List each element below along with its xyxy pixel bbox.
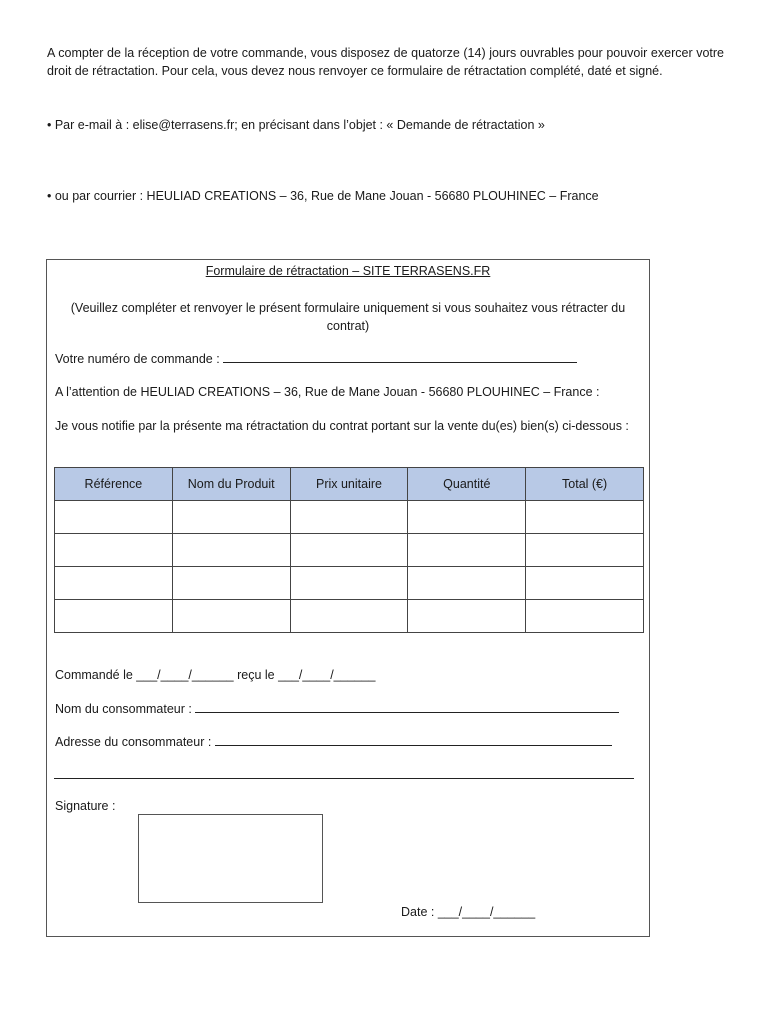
header-product-name: Nom du Produit <box>172 468 290 501</box>
table-cell[interactable] <box>526 567 644 600</box>
table-cell[interactable] <box>526 600 644 633</box>
form-note: (Veuillez compléter et renvoyer le présent formulaire uniquement si vous souhaitez vous rétracter du contrat) <box>70 301 626 333</box>
email-instruction: • Par e-mail à : elise@terrasens.fr; en précisant dans l’objet : « Demande de rétractation » <box>47 118 545 132</box>
table-cell[interactable] <box>290 567 408 600</box>
table-cell[interactable] <box>290 534 408 567</box>
order-number-label: Votre numéro de commande : <box>55 352 220 366</box>
table-header-row <box>55 468 644 501</box>
consumer-address-field-line2[interactable] <box>54 778 634 779</box>
table-cell[interactable] <box>408 600 526 633</box>
table-cell[interactable] <box>55 501 173 534</box>
table-cell[interactable] <box>55 567 173 600</box>
table-cell[interactable] <box>526 534 644 567</box>
consumer-name-label: Nom du consommateur : <box>55 702 192 716</box>
table-row <box>55 567 644 600</box>
header-unit-price: Prix unitaire <box>290 468 408 501</box>
table-row <box>55 534 644 567</box>
table-cell[interactable] <box>55 600 173 633</box>
consumer-address-row <box>55 733 612 751</box>
withdrawal-form <box>46 259 650 937</box>
table-cell[interactable] <box>172 600 290 633</box>
table-cell[interactable] <box>526 501 644 534</box>
table-row <box>55 501 644 534</box>
notify-text: Je vous notifie par la présente ma rétractation du contrat portant sur la vente du(es) bien(s) ci-dessous : <box>55 419 629 433</box>
consumer-name-field[interactable] <box>195 700 619 713</box>
table-cell[interactable] <box>172 501 290 534</box>
products-table <box>54 467 644 633</box>
date-line[interactable]: Date : ___/____/______ <box>401 905 536 919</box>
consumer-address-field[interactable] <box>215 733 612 746</box>
postal-instruction: • ou par courrier : HEULIAD CREATIONS – 36, Rue de Mane Jouan - 56680 PLOUHINEC – France <box>47 189 599 203</box>
table-cell[interactable] <box>172 534 290 567</box>
table-cell[interactable] <box>408 567 526 600</box>
header-quantity: Quantité <box>408 468 526 501</box>
intro-paragraph: A compter de la réception de votre commande, vous disposez de quatorze (14) jours ouvrables pour pouvoir exercer votre droit de rétractation. Pour cela, vous devez nous renvoyer ce formulaire de rétractation complété, daté et signé. <box>47 46 724 78</box>
order-dates-line[interactable]: Commandé le ___/____/______ reçu le ___/____/______ <box>55 668 376 682</box>
header-total: Total (€) <box>526 468 644 501</box>
header-reference: Référence <box>55 468 173 501</box>
table-cell[interactable] <box>172 567 290 600</box>
signature-box[interactable] <box>138 814 323 903</box>
consumer-name-row <box>55 700 619 718</box>
order-number-field[interactable] <box>223 350 577 363</box>
table-cell[interactable] <box>408 501 526 534</box>
form-title: Formulaire de rétractation – SITE TERRASENS.FR <box>205 264 491 278</box>
table-cell[interactable] <box>408 534 526 567</box>
table-row <box>55 600 644 633</box>
signature-label: Signature : <box>55 799 116 813</box>
consumer-address-label: Adresse du consommateur : <box>55 735 212 749</box>
table-cell[interactable] <box>290 600 408 633</box>
attention-line: A l’attention de HEULIAD CREATIONS – 36, Rue de Mane Jouan - 56680 PLOUHINEC – France : <box>55 385 600 399</box>
order-number-row <box>55 350 577 368</box>
table-cell[interactable] <box>55 534 173 567</box>
table-cell[interactable] <box>290 501 408 534</box>
